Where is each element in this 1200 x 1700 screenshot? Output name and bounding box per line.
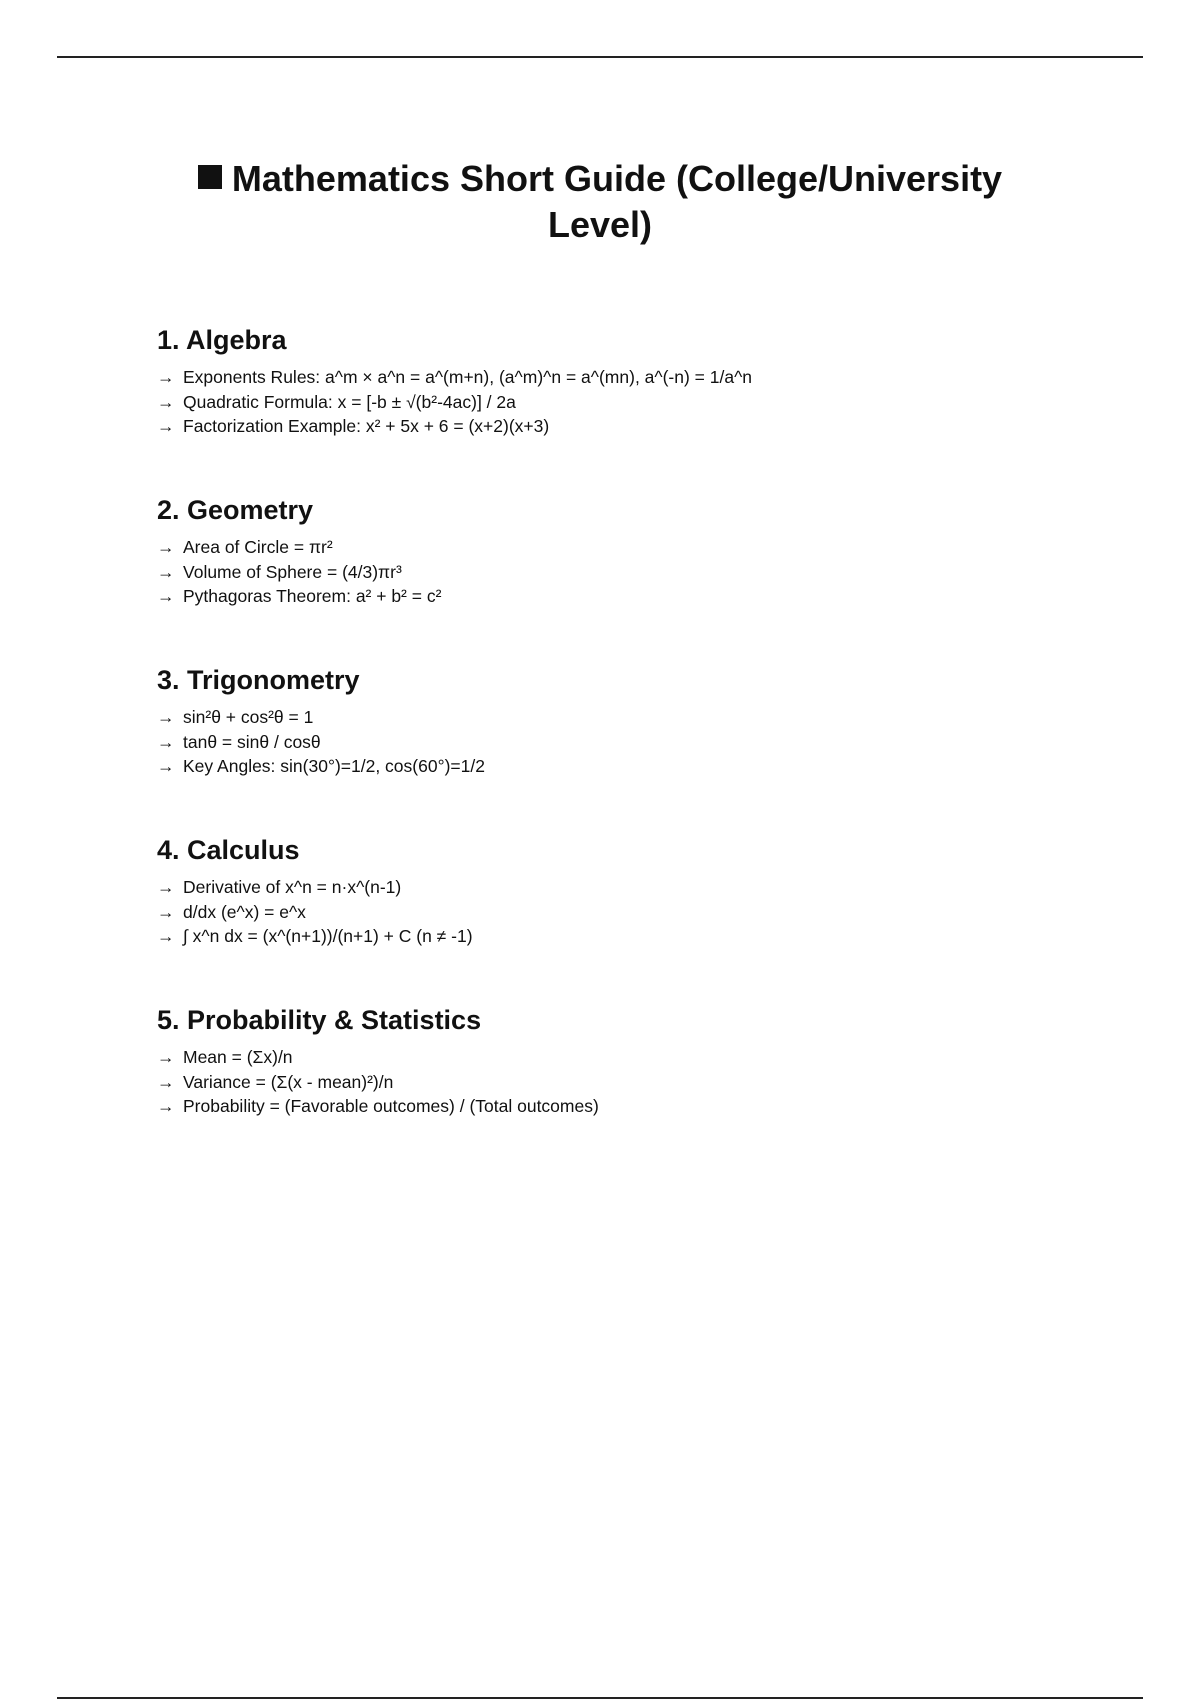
- right-arrow-icon: →: [157, 1096, 175, 1116]
- right-arrow-icon: →: [157, 877, 175, 897]
- section-trigonometry: [157, 663, 1117, 833]
- right-arrow-icon: →: [157, 731, 175, 752]
- right-arrow-icon: →: [157, 756, 175, 776]
- right-arrow-icon: →: [157, 537, 175, 557]
- formula-text: d/dx (e^x) = e^x: [183, 901, 306, 922]
- top-rule: [57, 56, 1143, 58]
- formula-item: [157, 1045, 1117, 1070]
- section-heading: 4. Calculus: [157, 835, 300, 865]
- formula-text: Probability = (Favorable outcomes) / (Total outcomes): [183, 1096, 599, 1116]
- right-arrow-icon: →: [157, 1071, 175, 1092]
- formula-text: Volume of Sphere = (4/3)πr³: [183, 561, 402, 582]
- section-list: [157, 323, 1117, 1173]
- formula-item: [157, 390, 1117, 415]
- formula-text: Variance = (Σ(x - mean)²)/n: [183, 1071, 394, 1092]
- right-arrow-icon: →: [157, 367, 175, 387]
- right-arrow-icon: →: [157, 416, 175, 436]
- formula-text: Exponents Rules: a^m × a^n = a^(m+n), (a^m)^n = a^(mn), a^(-n) = 1/a^n: [183, 367, 753, 387]
- section-algebra: [157, 323, 1117, 493]
- formula-text: Derivative of x^n = n·x^(n-1): [183, 877, 402, 897]
- formula-text: Area of Circle = πr²: [183, 537, 333, 557]
- formula-item: [157, 535, 1117, 560]
- formula-text: Quadratic Formula: x = [-b ± √(b²-4ac)] / 2a: [183, 391, 516, 412]
- section-geometry: [157, 493, 1117, 663]
- right-arrow-icon: →: [157, 707, 175, 727]
- formula-item: [157, 754, 1117, 779]
- formula-text: Pythagoras Theorem: a² + b² = c²: [183, 586, 442, 606]
- formula-item: [157, 560, 1117, 585]
- section-heading: 5. Probability & Statistics: [157, 1005, 482, 1035]
- formula-item: [157, 365, 1117, 390]
- bottom-rule: [57, 1697, 1143, 1699]
- formula-item: [157, 584, 1117, 609]
- black-square-icon: [198, 165, 222, 189]
- section-heading: 2. Geometry: [157, 495, 314, 525]
- formula-list: [157, 535, 1117, 609]
- formula-text: tanθ = sinθ / cosθ: [183, 731, 321, 752]
- section-calculus: [157, 833, 1117, 1003]
- formula-item: [157, 875, 1117, 900]
- formula-text: Key Angles: sin(30°)=1/2, cos(60°)=1/2: [183, 756, 485, 776]
- formula-item: [157, 1070, 1117, 1095]
- formula-list: [157, 1045, 1117, 1119]
- formula-text: Factorization Example: x² + 5x + 6 = (x+2)(x+3): [183, 416, 550, 436]
- formula-item: [157, 900, 1117, 925]
- right-arrow-icon: →: [157, 901, 175, 922]
- formula-list: [157, 705, 1117, 779]
- right-arrow-icon: →: [157, 391, 175, 412]
- formula-item: [157, 1094, 1117, 1119]
- document-title: [180, 156, 1020, 248]
- right-arrow-icon: →: [157, 926, 175, 946]
- section-probability-statistics: [157, 1003, 1117, 1173]
- formula-text: ∫ x^n dx = (x^(n+1))/(n+1) + C (n ≠ -1): [183, 926, 473, 946]
- document-title-text: Mathematics Short Guide (College/University Level): [231, 158, 1003, 245]
- right-arrow-icon: →: [157, 1047, 175, 1067]
- formula-item: [157, 705, 1117, 730]
- formula-item: [157, 924, 1117, 949]
- formula-text: Mean = (Σx)/n: [183, 1047, 293, 1067]
- section-heading: 3. Trigonometry: [157, 665, 360, 695]
- formula-list: [157, 875, 1117, 949]
- formula-list: [157, 365, 1117, 439]
- section-heading: 1. Algebra: [157, 325, 287, 355]
- formula-item: [157, 730, 1117, 755]
- formula-item: [157, 414, 1117, 439]
- right-arrow-icon: →: [157, 586, 175, 606]
- formula-text: sin²θ + cos²θ = 1: [183, 707, 314, 727]
- right-arrow-icon: →: [157, 561, 175, 582]
